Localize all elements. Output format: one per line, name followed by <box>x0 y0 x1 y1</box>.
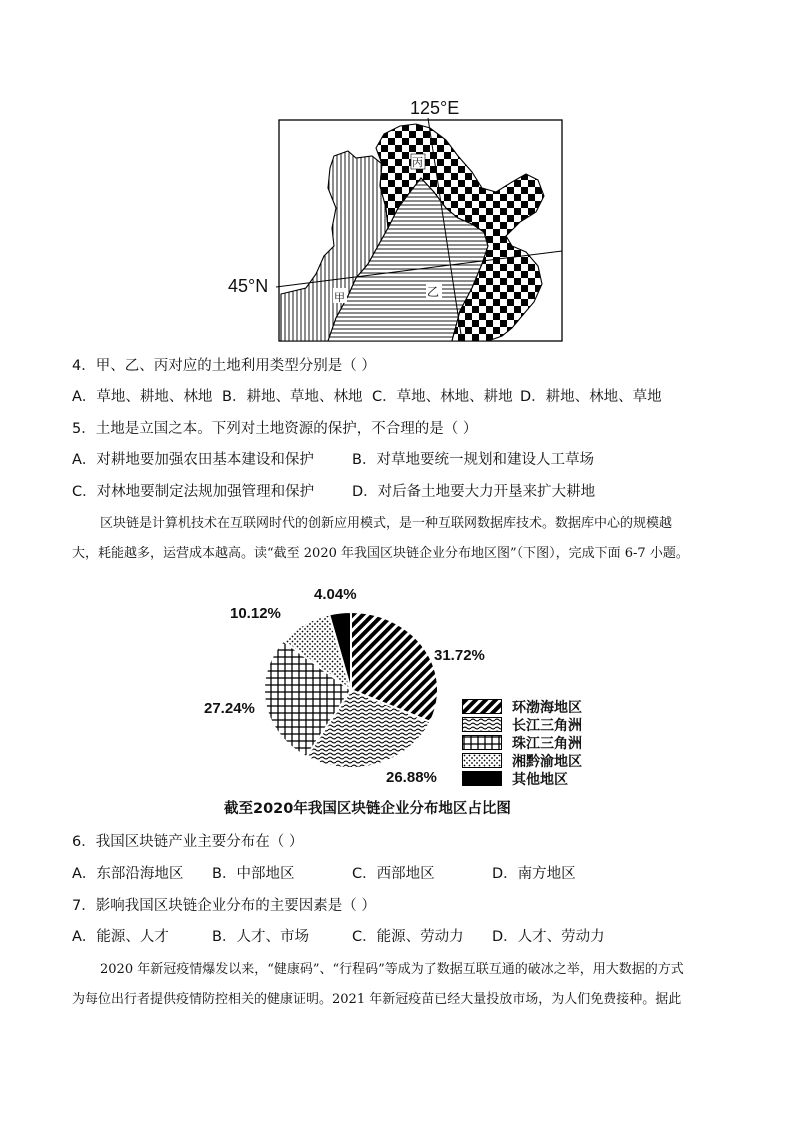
question-7-option-b: B．人才、市场 <box>212 929 309 945</box>
question-6-option-c: C．西部地区 <box>352 866 435 882</box>
northeast-china-land-use-map <box>276 96 576 346</box>
question-7-option-a: A．能源、人才 <box>72 929 169 945</box>
legend-label: 珠江三角洲 <box>512 735 582 752</box>
legend-item-zhujiang <box>462 734 582 751</box>
region-label-bing: 丙 <box>412 156 423 169</box>
legend-item-xiangqianyu <box>462 752 582 769</box>
pie-label-xiangqianyu: 10.12% <box>230 605 281 622</box>
question-6-stem: 6．我国区块链产业主要分布在（ ） <box>72 834 304 850</box>
latitude-label: 45°N <box>228 276 269 296</box>
legend-item-huanbohai <box>462 698 582 715</box>
question-5-stem: 5．土地是立国之本。下列对土地资源的保护，不合理的是（ ） <box>72 421 478 437</box>
passage-blockchain-line-2: 大，耗能越多，运营成本越高。读“截至 2020 年我国区块链企业分布地区图”（下图），完成下面 6-7 小题。 <box>72 546 689 561</box>
question-7-option-c: C．能源、劳动力 <box>352 929 464 945</box>
question-6-option-d: D．南方地区 <box>492 866 576 882</box>
legend-label: 环渤海地区 <box>512 699 582 716</box>
question-7-stem: 7．影响我国区块链企业分布的主要因素是（ ） <box>72 898 376 914</box>
question-7-option-d: D．人才、劳动力 <box>492 929 605 945</box>
legend-swatch-grid <box>462 735 502 750</box>
longitude-label: 125°E <box>410 98 460 118</box>
legend-swatch-solid <box>462 771 502 786</box>
pie-label-zhujiang: 27.24% <box>204 700 255 717</box>
pie-label-other: 4.04% <box>314 586 357 603</box>
question-5-option-d: D．对后备土地要大力开垦来扩大耕地 <box>352 484 596 500</box>
question-5-option-b: B．对草地要统一规划和建设人工草场 <box>352 452 594 468</box>
question-5-option-c: C．对林地要制定法规加强管理和保护 <box>72 484 315 500</box>
question-4-option-b: B．耕地、草地、林地 <box>222 389 363 405</box>
legend-label: 湘黔渝地区 <box>512 753 582 770</box>
passage-health-code <box>72 955 722 1015</box>
question-5-option-a: A．对耕地要加强农田基本建设和保护 <box>72 452 314 468</box>
question-6-option-a: A．东部沿海地区 <box>72 866 184 882</box>
question-6-option-b: B．中部地区 <box>212 866 295 882</box>
question-4-stem: 4．甲、乙、丙对应的土地利用类型分别是（ ） <box>72 358 376 374</box>
passage-blockchain <box>72 509 722 569</box>
pie-label-changjiang: 26.88% <box>386 769 437 786</box>
map-figure <box>228 96 576 346</box>
question-4-option-a: A．草地、耕地、林地 <box>72 389 213 405</box>
pie-label-huanbohai: 31.72% <box>434 647 485 664</box>
passage-health-code-line-2: 为每位出行者提供疫情防控相关的健康证明。2021 年新冠疫苗已经大量投放市场，为人们免费接种。据此 <box>72 992 682 1007</box>
question-4-option-d: D．耕地、林地、草地 <box>520 389 662 405</box>
pie-chart <box>256 600 446 780</box>
legend-swatch-dots <box>462 753 502 768</box>
legend-swatch-diagonal <box>462 699 502 714</box>
legend-item-other <box>462 770 568 787</box>
legend-item-changjiang <box>462 716 582 733</box>
legend-swatch-wave <box>462 717 502 732</box>
passage-health-code-line-1: 2020 年新冠疫情爆发以来，“健康码”、“行程码”等成为了数据互联互通的破冰之举，用大数据的方式 <box>100 962 684 977</box>
question-4-option-c: C．草地、林地、耕地 <box>372 389 513 405</box>
passage-blockchain-line-1: 区块链是计算机技术在互联网时代的创新应用模式，是一种互联网数据库技术。数据库中心的规模越 <box>100 516 673 531</box>
chart-title: 截至2020年我国区块链企业分布地区占比图 <box>224 801 511 817</box>
legend-label: 其他地区 <box>512 771 568 788</box>
legend-label: 长江三角洲 <box>512 717 582 734</box>
region-label-jia: 甲 <box>334 291 345 304</box>
region-label-yi: 乙 <box>427 285 440 299</box>
